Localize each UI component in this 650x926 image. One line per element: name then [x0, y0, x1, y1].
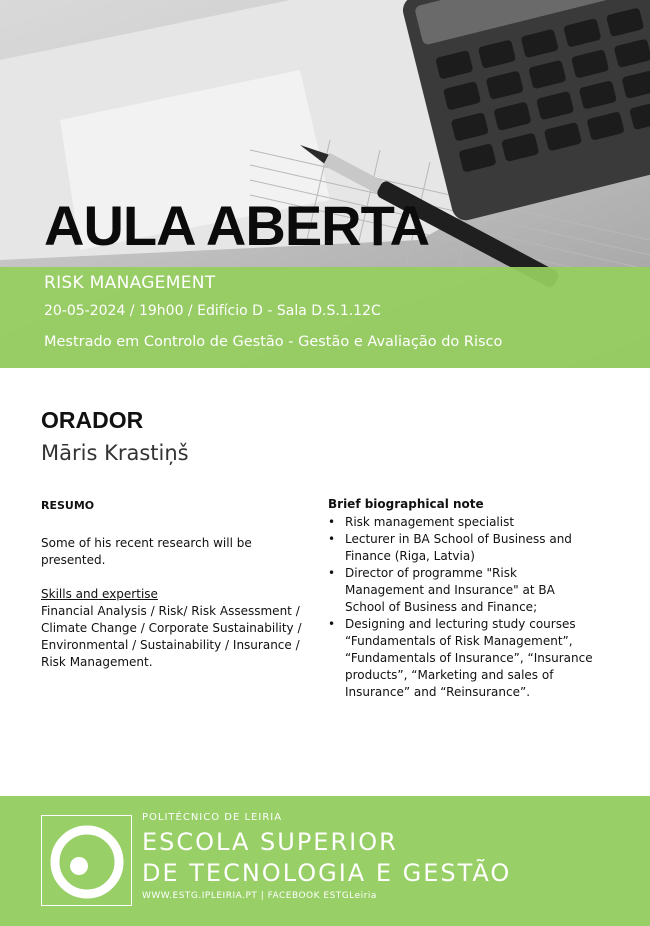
bio-item-text: Risk management specialist	[345, 515, 515, 529]
bio-column	[328, 496, 598, 701]
footer-links[interactable]: WWW.ESTG.IPLEIRIA.PT | FACEBOOK ESTGLeiria	[142, 891, 377, 901]
bullet-icon: •	[328, 532, 336, 546]
bio-list-item	[328, 616, 598, 701]
event-date-location: 20-05-2024 / 19h00 / Edifício D - Sala D.S.1.12C	[44, 303, 381, 319]
skills-heading: Skills and expertise	[41, 587, 158, 601]
bio-list-item	[328, 514, 598, 531]
summary-heading: RESUMO	[41, 499, 95, 512]
skills-text: Financial Analysis / Risk/ Risk Assessment / Climate Change / Corporate Sustainability / Environmental / Sustainability / Insurance / Risk Management.	[41, 604, 302, 669]
speaker-label: ORADOR	[41, 407, 144, 433]
bio-item-text: Director of programme "Risk Management and Insurance" at BA School of Business and Finance;	[345, 566, 555, 614]
bio-list-item	[328, 531, 598, 565]
bio-heading: Brief biographical note	[328, 497, 484, 511]
event-program: Mestrado em Controlo de Gestão - Gestão e Avaliação do Risco	[44, 334, 503, 350]
event-headline: AULA ABERTA	[44, 194, 430, 257]
institution-name: POLITÉCNICO DE LEIRIA	[142, 812, 283, 823]
bio-item-text: Designing and lecturing study courses “Fundamentals of Risk Management”, “Fundamentals of Insurance”, “Insurance products”, “Marketing and sales of Insurance” and “Reinsurance”.	[345, 617, 593, 699]
bio-list-item	[328, 565, 598, 616]
summary-text: Some of his recent research will be presented.	[41, 536, 252, 567]
bio-item-text: Lecturer in BA School of Business and Finance (Riga, Latvia)	[345, 532, 572, 563]
logo-circle-icon	[42, 816, 133, 907]
summary-column	[41, 497, 311, 671]
school-logo	[41, 815, 132, 906]
bullet-icon: •	[328, 566, 336, 580]
bullet-icon: •	[328, 617, 336, 631]
speaker-name: Māris Krastiņš	[41, 441, 189, 465]
school-name-line2: DE TECNOLOGIA E GESTÃO	[142, 859, 512, 887]
bullet-icon: •	[328, 515, 336, 529]
hero-banner	[0, 0, 650, 368]
event-topic: RISK MANAGEMENT	[44, 273, 216, 293]
school-name-line1: ESCOLA SUPERIOR	[142, 828, 398, 856]
bio-list	[328, 514, 598, 701]
